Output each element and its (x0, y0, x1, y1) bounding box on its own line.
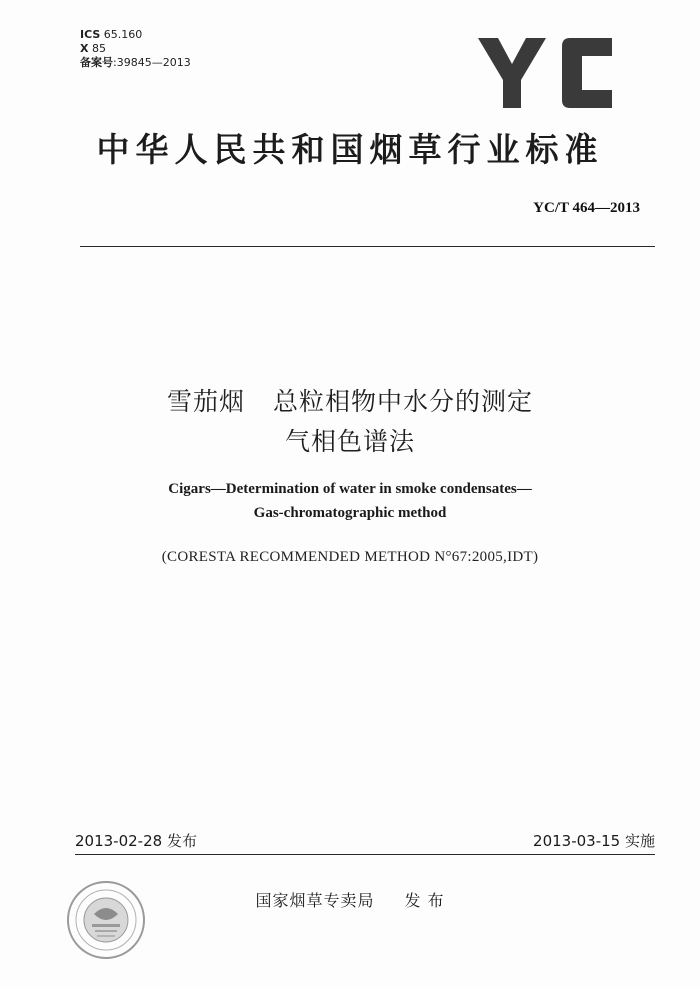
chinese-title-line-2: 气相色谱法 (284, 427, 415, 456)
chinese-title-line-1 (0, 382, 700, 418)
x-code: X 85 (80, 42, 106, 55)
chinese-title-product: 雪茄烟 (166, 387, 245, 416)
issue-date: 2013-02-28 发布 (75, 832, 197, 850)
english-title-line-2: Gas-chromatographic method (253, 505, 447, 521)
implementation-date: 2013-03-15 实施 (533, 832, 655, 850)
yc-logo-letters (478, 38, 612, 108)
issuer-org: 国家烟草专卖局 (255, 891, 375, 910)
chinese-title-subject: 总粒相物中水分的测定 (273, 387, 534, 416)
footer-divider (75, 854, 655, 855)
issuer-action: 发 布 (404, 891, 445, 910)
record-number: 备案号:39845—2013 (80, 56, 191, 69)
industry-standard-title: 中华人民共和国烟草行业标准 (96, 130, 604, 169)
standard-number: YC/T 464—2013 (533, 200, 640, 216)
header-divider (80, 246, 655, 247)
classification-block (80, 28, 191, 70)
coresta-reference: (CORESTA RECOMMENDED METHOD N°67:2005,IDT) (161, 549, 539, 565)
yc-logo (478, 38, 616, 108)
ics-code: ICS 65.160 (80, 28, 143, 41)
english-title-line-1: Cigars—Determination of water in smoke condensates— (168, 481, 532, 497)
issuing-authority (0, 888, 700, 911)
